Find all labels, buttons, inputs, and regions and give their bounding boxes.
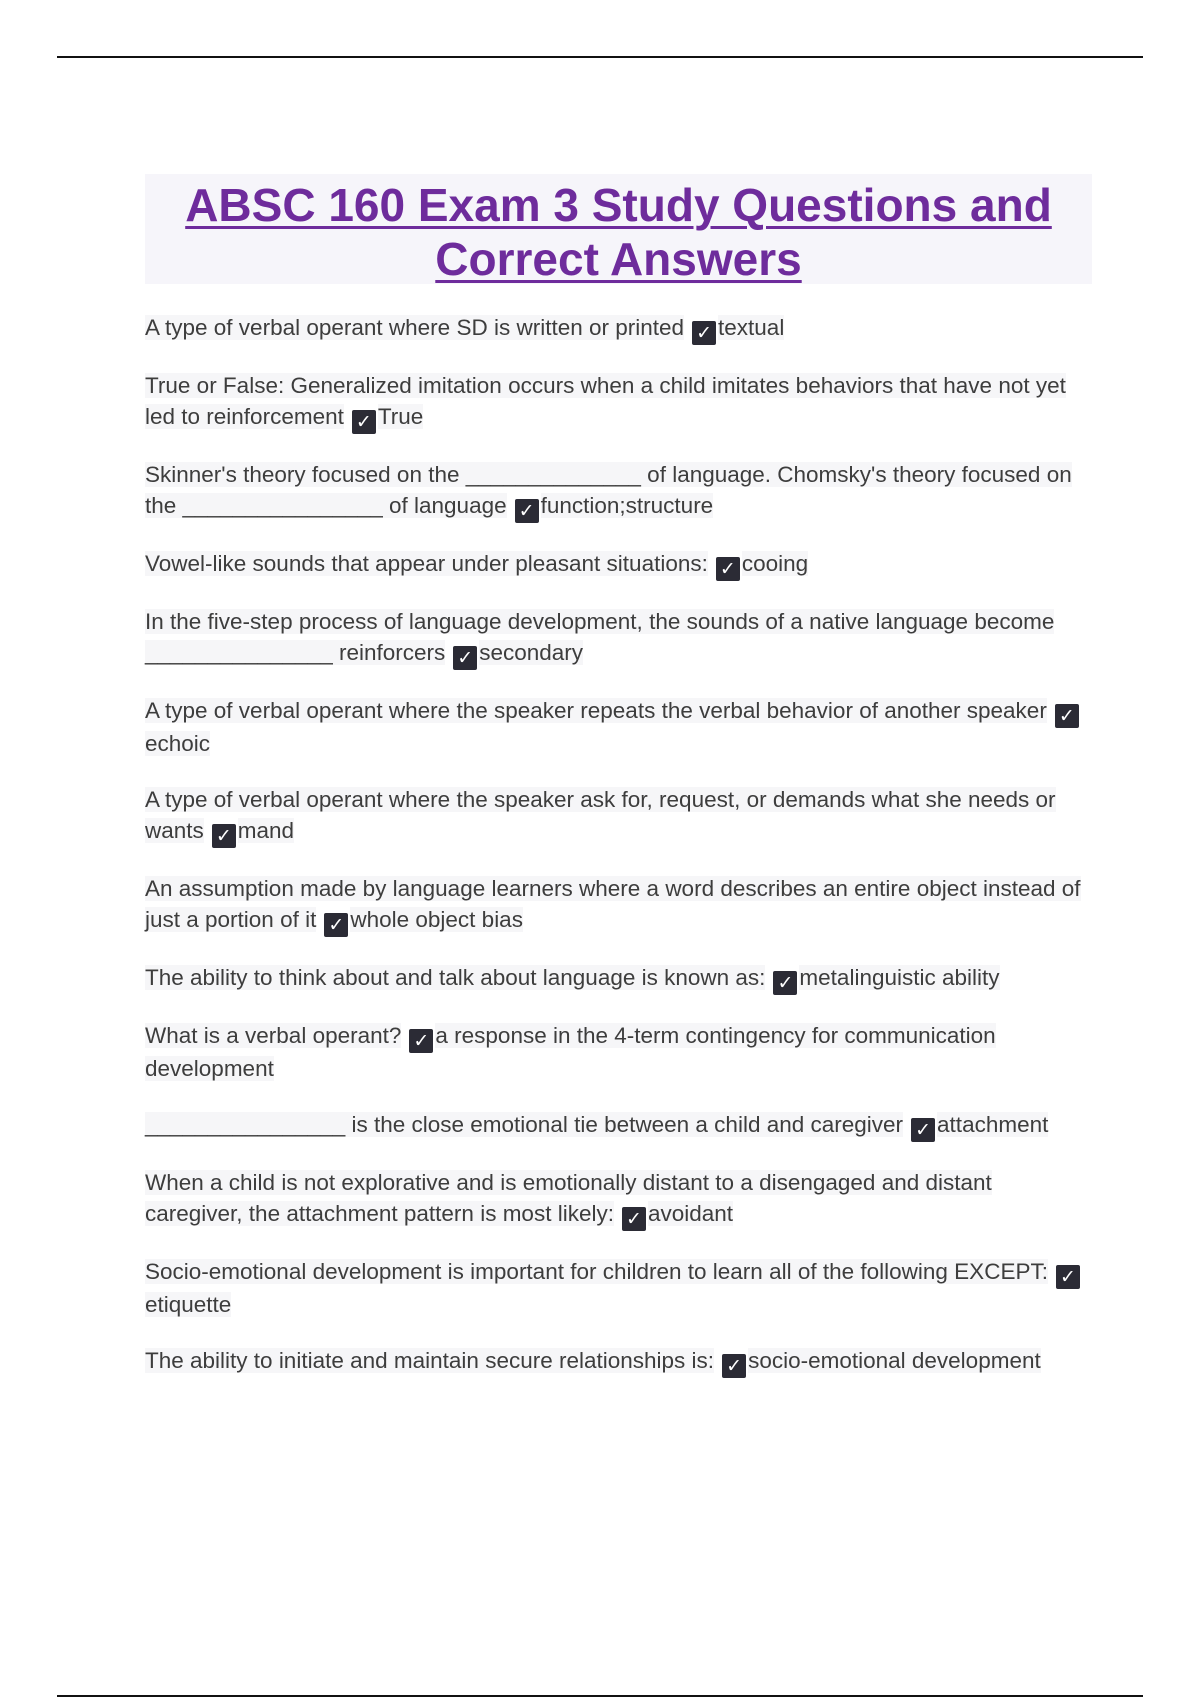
answer-text: function;structure — [540, 493, 714, 518]
qa-item — [145, 459, 1085, 523]
question-text: ________________ is the close emotional tie between a child and caregiver — [145, 1112, 904, 1137]
check-icon: ✓ — [622, 1207, 646, 1231]
qa-item — [145, 312, 1085, 345]
question-text: In the five-step process of language development, the sounds of a native language become _______________ reinforcers — [145, 609, 1055, 665]
check-icon: ✓ — [722, 1354, 746, 1378]
qa-item — [145, 548, 1085, 581]
qa-item — [145, 695, 1085, 759]
question-text: Socio-emotional development is important for children to learn all of the following EXCEPT: — [145, 1259, 1048, 1284]
title-line-2: Correct Answers — [435, 233, 802, 285]
document-title — [145, 174, 1092, 286]
answer-text: metalinguistic ability — [799, 965, 1000, 990]
check-icon: ✓ — [453, 646, 477, 670]
answer-text: cooing — [741, 551, 809, 576]
question-text: Skinner's theory focused on the ______________ of language. Chomsky's theory focused on the ________________ of language — [145, 462, 1072, 518]
check-icon: ✓ — [716, 557, 740, 581]
question-text: The ability to think about and talk about language is known as: — [145, 965, 766, 990]
question-text: The ability to initiate and maintain secure relationships is: — [145, 1348, 715, 1373]
title-line-1: ABSC 160 Exam 3 Study Questions and — [185, 179, 1052, 231]
answer-text: a response in the 4-term contingency for communication development — [145, 1023, 996, 1081]
top-rule — [57, 56, 1143, 58]
answer-text: mand — [237, 818, 295, 843]
check-icon: ✓ — [409, 1029, 433, 1053]
answer-text: textual — [718, 315, 785, 340]
question-text: A type of verbal operant where SD is written or printed — [145, 315, 685, 340]
qa-item — [145, 370, 1085, 434]
answer-text: etiquette — [145, 1292, 232, 1317]
question-text: Vowel-like sounds that appear under pleasant situations: — [145, 551, 708, 576]
question-text: What is a verbal operant? — [145, 1023, 402, 1048]
qa-item — [145, 962, 1085, 995]
check-icon: ✓ — [212, 824, 236, 848]
check-icon: ✓ — [773, 971, 797, 995]
answer-text: secondary — [479, 640, 584, 665]
question-text: True or False: Generalized imitation occurs when a child imitates behaviors that have not yet led to reinforcement — [145, 373, 1066, 429]
question-text: A type of verbal operant where the speaker ask for, request, or demands what she needs or wants — [145, 787, 1056, 843]
qa-item — [145, 1020, 1085, 1084]
check-icon: ✓ — [515, 499, 539, 523]
title-box — [145, 174, 1092, 284]
check-icon: ✓ — [1056, 1265, 1080, 1289]
question-text: A type of verbal operant where the speaker repeats the verbal behavior of another speaker — [145, 698, 1047, 723]
answer-text: attachment — [937, 1112, 1049, 1137]
check-icon: ✓ — [352, 410, 376, 434]
qa-item — [145, 784, 1085, 848]
answer-text: echoic — [145, 731, 211, 756]
bottom-rule — [57, 1695, 1143, 1697]
check-icon: ✓ — [324, 913, 348, 937]
qa-item — [145, 873, 1085, 937]
check-icon: ✓ — [692, 321, 716, 345]
question-text: An assumption made by language learners where a word describes an entire object instead of just a portion of it — [145, 876, 1081, 932]
qa-item — [145, 1256, 1085, 1320]
answer-text: whole object bias — [350, 907, 523, 932]
answer-text: socio-emotional development — [748, 1348, 1041, 1373]
check-icon: ✓ — [1055, 704, 1079, 728]
qa-item — [145, 1109, 1085, 1142]
question-text: When a child is not explorative and is emotionally distant to a disengaged and distant caregiver, the attachment pattern is most likely: — [145, 1170, 992, 1226]
qa-item — [145, 606, 1085, 670]
qa-list — [145, 312, 1085, 1403]
qa-item — [145, 1345, 1085, 1378]
qa-item — [145, 1167, 1085, 1231]
check-icon: ✓ — [911, 1118, 935, 1142]
answer-text: True — [377, 404, 424, 429]
answer-text: avoidant — [647, 1201, 734, 1226]
